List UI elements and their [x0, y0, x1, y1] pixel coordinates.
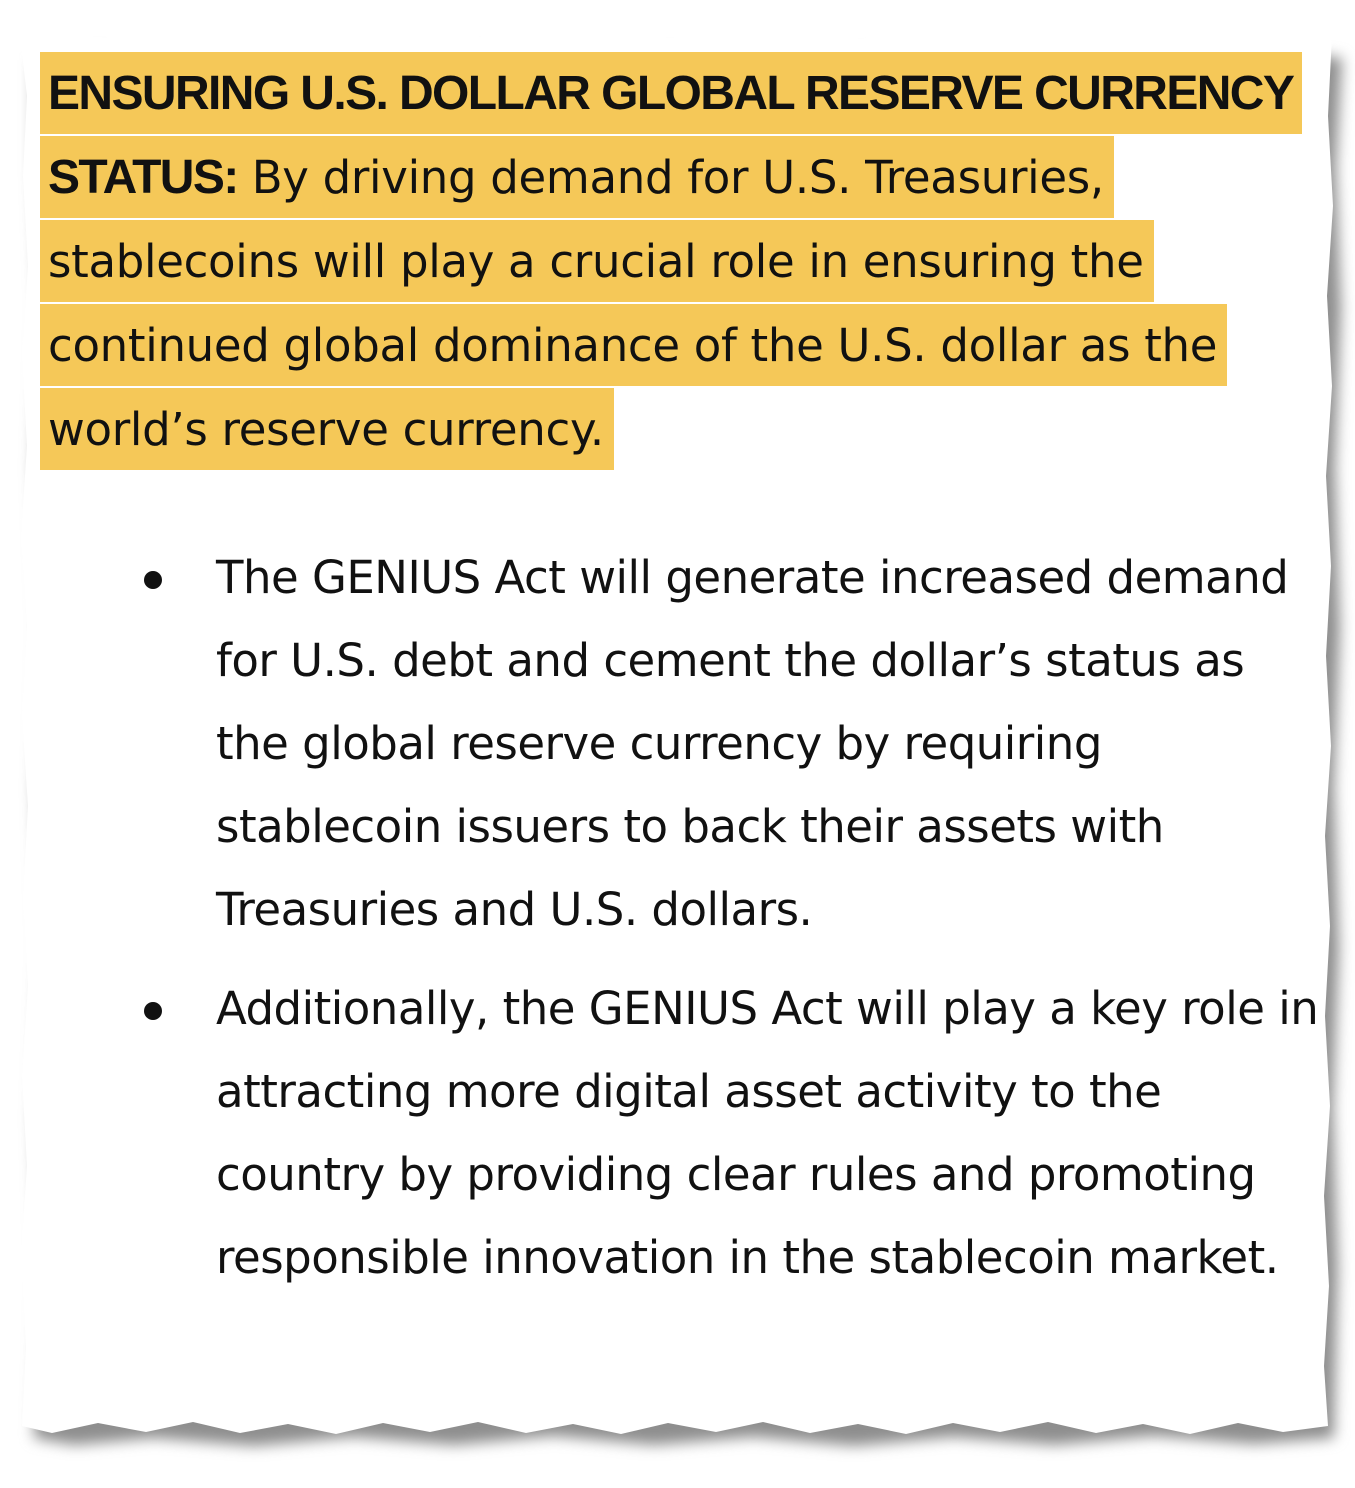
bullet-list	[18, 536, 1334, 1315]
bullet-text: Additionally, the GENIUS Act will play a key role in attracting more digital asset activity to the country by providing clear rules and promoting responsible innovation in the stablecoin market.	[216, 982, 1319, 1284]
intro-paragraph	[40, 52, 1310, 472]
list-item	[18, 967, 1334, 1299]
highlighted-passage	[40, 52, 1302, 470]
intro-body: By driving demand for U.S. Treasuries, stablecoins will play a crucial role in ensuring the continued global dominance of the U.S. dollar as the world’s reserve currency.	[48, 151, 1218, 456]
bullet-dot-icon	[144, 1002, 162, 1020]
list-item	[18, 536, 1334, 951]
section-heading: ENSURING U.S. DOLLAR GLOBAL RESERVE CURRENCY STATUS:	[48, 67, 1293, 204]
bullet-text: The GENIUS Act will generate increased demand for U.S. debt and cement the dollar’s status as the global reserve currency by requiring stablecoin issuers to back their assets with Treasuries and U.S. dollars.	[216, 551, 1289, 936]
document-content	[18, 26, 1334, 1438]
bullet-dot-icon	[144, 571, 162, 589]
